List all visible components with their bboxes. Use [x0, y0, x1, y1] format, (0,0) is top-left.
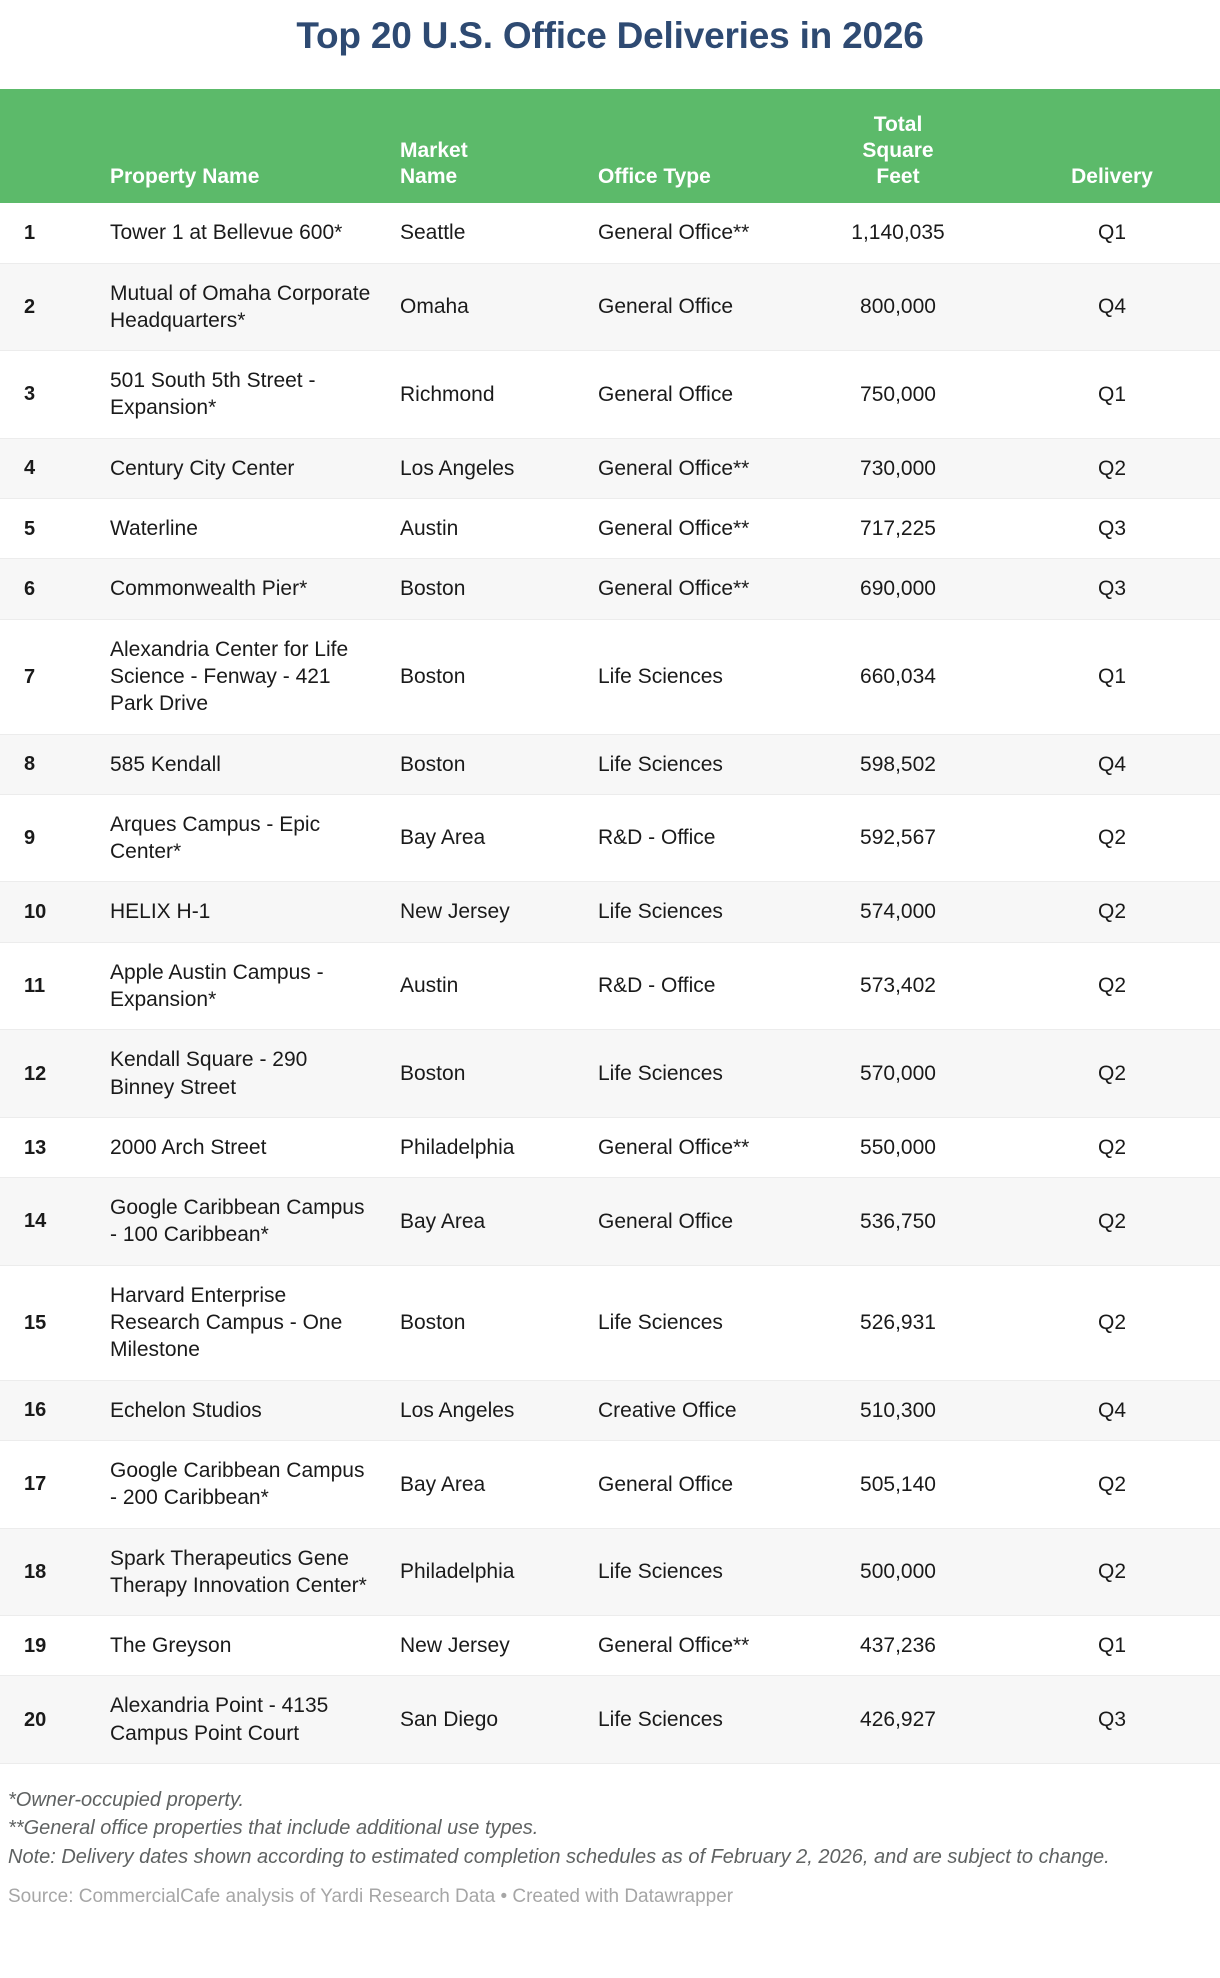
cell-office-type: Life Sciences [598, 752, 723, 776]
cell-total-sqft: 526,931 [860, 1311, 936, 1335]
cell-delivery: Q4 [1097, 752, 1126, 776]
cell-property-name: HELIX H-1 [110, 900, 211, 924]
cell-office-type: General Office** [598, 1634, 750, 1658]
cell-property-name: Harvard Enterprise Research Campus - One Milestone [110, 1283, 343, 1362]
cell-property-name: 585 Kendall [110, 752, 221, 776]
cell-total-sqft: 750,000 [860, 382, 936, 406]
table-header [0, 89, 1220, 203]
cell-property-name: Spark Therapeutics Gene Therapy Innovation Center* [110, 1546, 367, 1597]
cell-rank: 20 [24, 1708, 47, 1731]
deliveries-table [0, 89, 1220, 1764]
cell-delivery: Q2 [1097, 1560, 1126, 1584]
footnotes [0, 1786, 1220, 1871]
cell-rank: 9 [24, 827, 36, 850]
cell-market: New Jersey [400, 1634, 510, 1658]
cell-delivery: Q3 [1097, 577, 1126, 601]
cell-property-name: Mutual of Omaha Corporate Headquarters* [110, 281, 371, 332]
cell-rank: 12 [24, 1062, 47, 1085]
page-title: Top 20 U.S. Office Deliveries in 2026 [296, 15, 924, 56]
table-row[interactable] [0, 1440, 1220, 1528]
table-row[interactable] [0, 734, 1220, 794]
table-row[interactable] [0, 499, 1220, 559]
column-header-office-type-label: Office Type [598, 164, 711, 188]
cell-property-name: 2000 Arch Street [110, 1135, 267, 1159]
cell-office-type: General Office [598, 1209, 734, 1233]
cell-market: Bay Area [400, 1472, 486, 1496]
table-row[interactable] [0, 1265, 1220, 1380]
cell-market: San Diego [400, 1708, 499, 1732]
cell-delivery: Q2 [1097, 1209, 1126, 1233]
cell-property-name: Century City Center [110, 456, 295, 480]
cell-delivery: Q1 [1097, 664, 1126, 688]
cell-delivery: Q2 [1097, 1472, 1126, 1496]
column-header-property-name[interactable] [88, 89, 388, 203]
column-header-market-name[interactable] [388, 89, 588, 203]
column-header-total-square-feet[interactable] [788, 89, 1018, 203]
cell-delivery: Q4 [1097, 1398, 1126, 1422]
cell-delivery: Q1 [1097, 221, 1126, 245]
cell-total-sqft: 690,000 [860, 577, 936, 601]
cell-rank: 13 [24, 1136, 47, 1159]
cell-market: Boston [400, 1061, 466, 1085]
table-row[interactable] [0, 1117, 1220, 1177]
cell-property-name: Waterline [110, 517, 198, 541]
table-row[interactable] [0, 942, 1220, 1030]
cell-property-name: Google Caribbean Campus - 100 Caribbean* [110, 1196, 365, 1247]
cell-property-name: Echelon Studios [110, 1398, 262, 1422]
cell-rank: 3 [24, 383, 36, 406]
table-body [0, 203, 1220, 1763]
cell-rank: 14 [24, 1210, 47, 1233]
cell-market: Bay Area [400, 826, 486, 850]
cell-delivery: Q1 [1097, 1634, 1126, 1658]
table-row[interactable] [0, 1030, 1220, 1118]
cell-office-type: R&D - Office [598, 974, 716, 998]
cell-delivery: Q2 [1097, 456, 1126, 480]
footnote-general-office: **General office properties that include additional use types. [8, 1817, 539, 1840]
cell-total-sqft: 598,502 [860, 752, 936, 776]
cell-market: Los Angeles [400, 1398, 515, 1422]
cell-delivery: Q4 [1097, 295, 1126, 319]
cell-office-type: Life Sciences [598, 664, 723, 688]
cell-office-type: General Office** [598, 456, 750, 480]
cell-total-sqft: 730,000 [860, 456, 936, 480]
cell-market: New Jersey [400, 900, 510, 924]
cell-total-sqft: 573,402 [860, 974, 936, 998]
cell-total-sqft: 1,140,035 [851, 221, 945, 245]
cell-delivery: Q2 [1097, 1061, 1126, 1085]
cell-delivery: Q2 [1097, 974, 1126, 998]
cell-rank: 1 [24, 221, 36, 244]
cell-property-name: Tower 1 at Bellevue 600* [110, 221, 343, 245]
cell-market: Omaha [400, 295, 469, 319]
cell-office-type: R&D - Office [598, 826, 716, 850]
column-header-sqft-line1: Total [873, 113, 923, 137]
cell-rank: 6 [24, 577, 36, 600]
cell-office-type: Life Sciences [598, 1708, 723, 1732]
cell-property-name: Alexandria Center for Life Science - Fenway - 421 Park Drive [110, 637, 349, 716]
cell-delivery: Q1 [1097, 382, 1126, 406]
cell-office-type: General Office [598, 1472, 734, 1496]
cell-total-sqft: 426,927 [860, 1708, 936, 1732]
cell-office-type: General Office [598, 382, 734, 406]
cell-delivery: Q2 [1097, 1135, 1126, 1159]
cell-office-type: General Office** [598, 1135, 750, 1159]
cell-delivery: Q2 [1097, 826, 1126, 850]
cell-market: Austin [400, 974, 459, 998]
table-row[interactable] [0, 351, 1220, 439]
column-header-market-line2: Name [400, 164, 458, 188]
cell-property-name: Arques Campus - Epic Center* [110, 812, 321, 864]
source-credit: Source: CommercialCafe analysis of Yardi Research Data • Created with Datawrapper [8, 1886, 734, 1908]
cell-total-sqft: 536,750 [860, 1209, 936, 1233]
cell-total-sqft: 550,000 [860, 1135, 936, 1159]
cell-total-sqft: 800,000 [860, 295, 936, 319]
cell-office-type: Life Sciences [598, 1061, 723, 1085]
table-header-row [0, 89, 1220, 203]
cell-total-sqft: 592,567 [860, 826, 936, 850]
table-row[interactable] [0, 882, 1220, 942]
table-row[interactable] [0, 1178, 1220, 1266]
cell-rank: 10 [24, 901, 47, 924]
table-row[interactable] [0, 263, 1220, 351]
cell-office-type: General Office** [598, 221, 750, 245]
cell-property-name: Google Caribbean Campus - 200 Caribbean* [110, 1458, 365, 1510]
cell-market: Philadelphia [400, 1560, 515, 1584]
cell-office-type: General Office [598, 295, 734, 319]
cell-total-sqft: 500,000 [860, 1560, 936, 1584]
cell-market: Richmond [400, 382, 495, 406]
cell-office-type: Life Sciences [598, 1560, 723, 1584]
cell-office-type: Life Sciences [598, 900, 723, 924]
cell-rank: 4 [24, 457, 36, 480]
cell-delivery: Q2 [1097, 1311, 1126, 1335]
cell-rank: 8 [24, 753, 36, 776]
cell-property-name: Alexandria Point - 4135 Campus Point Court [110, 1694, 329, 1745]
cell-rank: 19 [24, 1634, 47, 1657]
cell-market: Seattle [400, 221, 466, 245]
column-header-office-type[interactable] [588, 89, 788, 203]
cell-rank: 11 [24, 975, 46, 997]
cell-rank: 5 [24, 517, 36, 540]
cell-rank: 18 [24, 1560, 47, 1583]
cell-office-type: General Office** [598, 577, 750, 601]
cell-office-type: Life Sciences [598, 1311, 723, 1335]
cell-total-sqft: 717,225 [860, 517, 936, 541]
column-header-sqft-line2: Square [862, 139, 934, 163]
column-header-rank[interactable] [0, 89, 88, 203]
cell-total-sqft: 660,034 [860, 664, 936, 688]
cell-delivery: Q3 [1097, 517, 1126, 541]
table-row[interactable] [0, 1616, 1220, 1676]
cell-rank: 2 [24, 295, 36, 318]
cell-office-type: General Office** [598, 517, 750, 541]
cell-rank: 17 [24, 1473, 47, 1496]
cell-market: Boston [400, 664, 466, 688]
cell-market: Boston [400, 752, 466, 776]
cell-market: Boston [400, 577, 466, 601]
table-row[interactable] [0, 1676, 1220, 1764]
cell-market: Boston [400, 1311, 466, 1335]
cell-market: Bay Area [400, 1209, 486, 1233]
table-row[interactable] [0, 794, 1220, 882]
cell-market: Philadelphia [400, 1135, 515, 1159]
cell-market: Los Angeles [400, 456, 515, 480]
column-header-delivery[interactable] [1018, 89, 1220, 203]
cell-property-name: Kendall Square - 290 Binney Street [110, 1048, 308, 1099]
table-row[interactable] [0, 1380, 1220, 1440]
cell-rank: 7 [24, 665, 36, 688]
cell-market: Austin [400, 517, 459, 541]
cell-property-name: Apple Austin Campus - Expansion* [110, 960, 324, 1011]
cell-total-sqft: 505,140 [860, 1472, 936, 1496]
cell-delivery: Q3 [1097, 1708, 1126, 1732]
cell-property-name: 501 South 5th Street - Expansion* [110, 369, 316, 420]
cell-property-name: Commonwealth Pier* [110, 577, 308, 601]
cell-rank: 15 [24, 1311, 47, 1334]
table-row[interactable] [0, 203, 1220, 263]
cell-property-name: The Greyson [110, 1634, 232, 1658]
column-header-sqft-line3: Feet [876, 164, 920, 188]
footnote-owner-occupied: *Owner-occupied property. [8, 1789, 245, 1812]
cell-delivery: Q2 [1097, 900, 1126, 924]
table-row[interactable] [0, 619, 1220, 734]
table-row[interactable] [0, 559, 1220, 619]
column-header-property-name-label: Property Name [110, 164, 260, 188]
deliveries-table-container [0, 89, 1220, 1764]
column-header-delivery-label: Delivery [1071, 164, 1153, 188]
table-row[interactable] [0, 1528, 1220, 1616]
table-row[interactable] [0, 438, 1220, 498]
cell-total-sqft: 437,236 [860, 1634, 936, 1658]
cell-total-sqft: 574,000 [860, 900, 936, 924]
cell-total-sqft: 570,000 [860, 1061, 936, 1085]
cell-rank: 16 [24, 1399, 47, 1422]
cell-total-sqft: 510,300 [860, 1398, 936, 1422]
footnote-delivery-dates: Note: Delivery dates shown according to estimated completion schedules as of February 2, 2026, and are subject to change. [8, 1845, 1110, 1868]
column-header-market-line1: Market [400, 139, 468, 163]
cell-office-type: Creative Office [598, 1398, 737, 1422]
